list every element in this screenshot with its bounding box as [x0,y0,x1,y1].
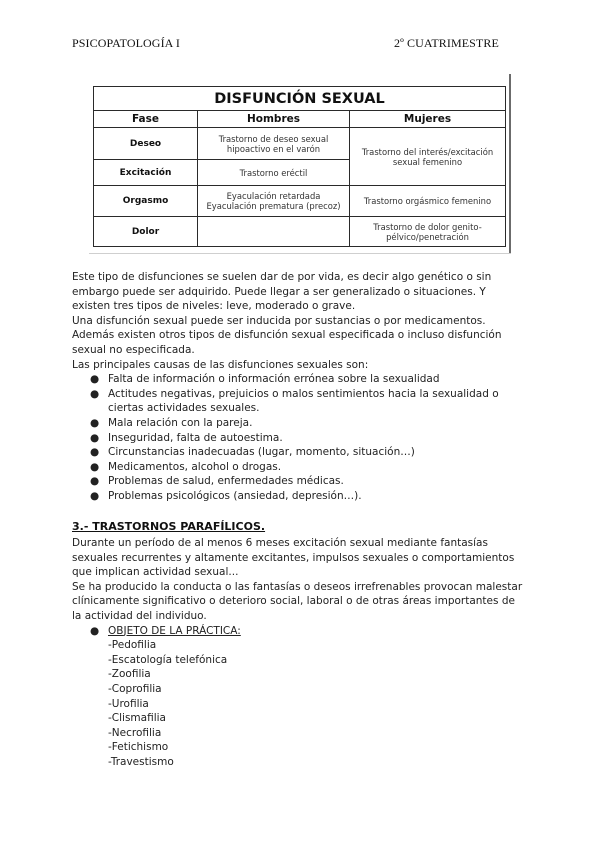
causes-list [72,372,524,503]
phase-cell: Excitación [94,160,198,186]
list-item: ● Actitudes negativas, prejuicios o malos sentimientos hacia la sexualidad o ciertas actividades sexuales. [90,387,499,415]
cell-line: pélvico/penetración [386,231,469,242]
list-item: ● Falta de información o información errónea sobre la sexualidad [90,373,440,386]
list-item: ● Problemas psicológicos (ansiedad, depresión…). [90,489,362,502]
table-image-bottom-border [89,253,511,254]
hombres-cell [198,160,350,186]
header-course-title: PSICOPATOLOGÍA I [72,36,180,50]
paraphilic-text [72,536,524,770]
cell-line: Eyaculación retardada [226,191,321,201]
mujeres-cell [350,217,506,247]
column-header-mujeres: Mujeres [350,111,506,128]
cell-line: Trastorno de deseo sexual [218,133,329,144]
paraphilia-item: -Necrofilia [108,726,162,739]
table-row-deseo [94,128,506,160]
paragraph-definition: Durante un período de al menos 6 meses excitación sexual mediante fantasías sexuales recurrentes y altamente excitantes, impulsos sexuales o comportamientos que implican actividad sexual... [72,537,515,579]
bullet-icon: ● [90,416,100,429]
list-item: ● Circunstancias inadecuadas (lugar, momento, situación…) [90,446,415,459]
bullet-icon: ● [90,460,100,473]
cell-line: Trastorno del interés/excitación [361,146,494,157]
paraphilia-item: -Escatología telefónica [108,653,228,666]
cell-line: Trastorno de dolor genito- [373,221,482,232]
table-title: DISFUNCIÓN SEXUAL [94,87,506,111]
paraphilia-item: -Zoofilia [108,668,151,681]
phase-cell: Deseo [94,128,198,160]
hombres-cell-empty [198,217,350,247]
list-item: ● Mala relación con la pareja. [90,416,253,429]
paragraph-distress: Se ha producido la conducta o las fantasías o deseos irrefrenables provocan malestar clínicamente significativo o deterioro social, laboral o de otras áreas importantes de la actividad del individuo. [72,580,523,622]
bullet-icon: ● [90,387,100,400]
hombres-cell [198,186,350,217]
paraphilia-item: -Urofilia [108,697,149,710]
column-header-hombres: Hombres [198,111,350,128]
paraphilia-item: -Coprofilia [108,682,162,695]
cell-line: Trastorno orgásmico femenino [363,196,492,206]
practice-object-label: OBJETO DE LA PRÁCTICA: [108,624,241,637]
paragraph-induced: Una disfunción sexual puede ser inducida por sustancias o por medicamentos. Además existen otros tipos de disfunción sexual especificada o incluso disfunción sexual no especificada. [72,314,502,356]
paragraph-prevalence: Este tipo de disfunciones se suelen dar de por vida, es decir algo genético o sin embargo puede ser adquirido. Puede llegar a ser generalizado o situaciones. Y existen tres tipos de niveles: leve, moderado o grave. [72,271,492,313]
cell-line: sexual femenino [392,156,463,167]
cell-line: Eyaculación prematura (precoz) [206,201,341,211]
bullet-icon: ● [90,446,100,459]
hombres-cell [198,128,350,160]
dysfunction-table-image [89,74,509,254]
list-item: ● Inseguridad, falta de autoestima. [90,431,283,444]
mujeres-cell [350,186,506,217]
cell-line: hipoactivo en el varón [226,143,321,154]
list-item: ● Problemas de salud, enfermedades médicas. [90,475,344,488]
header-semester: 2º CUATRIMESTRE [394,36,499,50]
table-row-dolor [94,217,506,247]
intro-text [72,270,524,504]
table-image-right-border [509,74,511,254]
phase-cell: Dolor [94,217,198,247]
paraphilia-item: -Clismafilia [108,712,166,725]
cell-line: Trastorno eréctil [239,167,308,178]
paraphilia-item: -Fetichismo [108,741,169,754]
list-item: ● Medicamentos, alcohol o drogas. [90,460,282,473]
mujeres-cell-deseo-excitacion [350,128,506,186]
paraphilia-item: -Pedofilia [108,639,157,652]
bullet-icon: ● [90,624,100,637]
bullet-icon: ● [90,489,100,502]
phase-cell: Orgasmo [94,186,198,217]
list-item [72,624,524,639]
paragraph-causes-intro: Las principales causas de las disfunciones sexuales son: [72,358,369,371]
practice-object-list [72,624,524,639]
paraphilia-items [72,638,524,769]
section-heading-paraphilic: 3.- TRASTORNOS PARAFÍLICOS. [72,520,266,533]
paraphilia-item: -Travestismo [108,755,174,768]
column-header-fase: Fase [94,111,198,128]
dysfunction-table [93,86,506,247]
bullet-icon: ● [90,475,100,488]
bullet-icon: ● [90,373,100,386]
bullet-icon: ● [90,431,100,444]
table-row-orgasmo [94,186,506,217]
